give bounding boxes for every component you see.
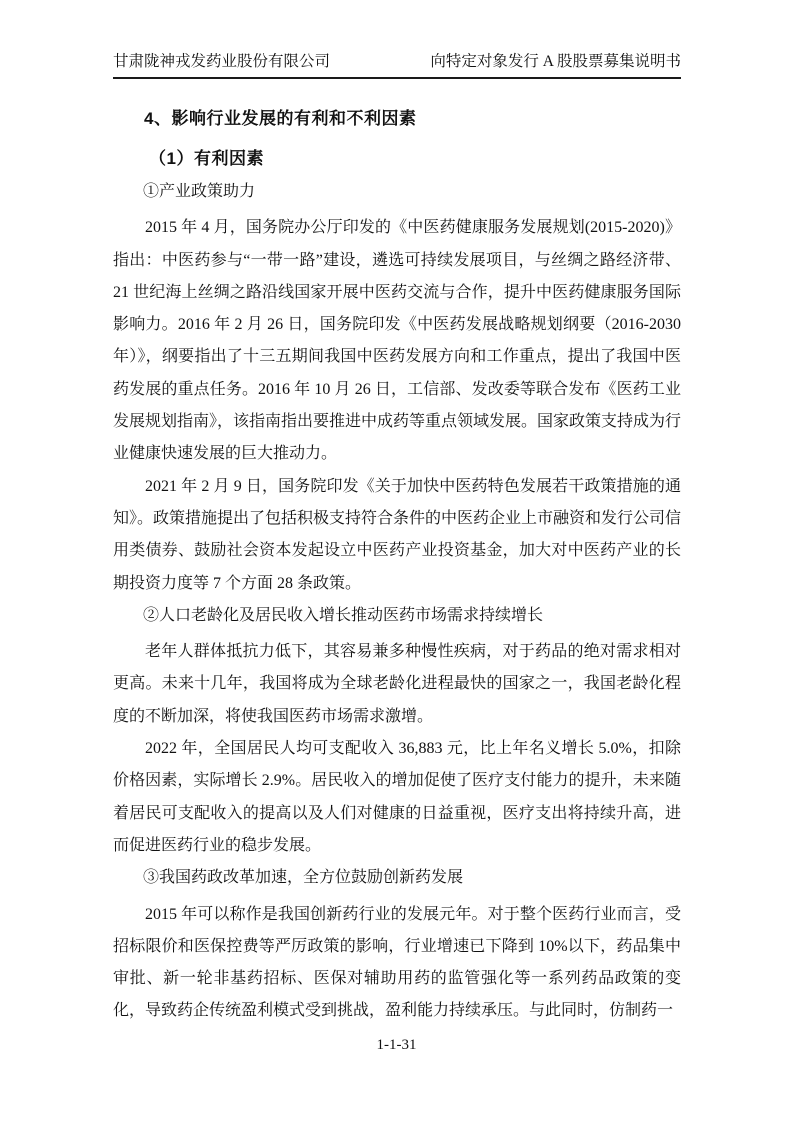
page-number: 1-1-31 xyxy=(376,1037,417,1053)
header-company-name: 甘肃陇神戎发药业股份有限公司 xyxy=(113,53,331,70)
item-heading-drug-reform: ③我国药政改革加速，全方位鼓励创新药发展 xyxy=(143,869,464,887)
paragraph-innovation-2015: 2015 年可以称作是我国创新药行业的发展元年。对于整个医药行业而言，受招标限价和医保控费等严厉政策的影响，行业增速已下降到 10%以下，药品集中审批、新一轮非基药招标、医保对辅助用药的监管强化等一系列药品政策的变化，导致药企传统盈利模式受到挑战，盈利能力持续承压。与此同时，仿制药一 xyxy=(113,905,681,1020)
page-header xyxy=(113,52,681,79)
paragraph-policy-2021: 2021 年 2 月 9 日，国务院印发《关于加快中医药特色发展若干政策措施的通知》。政策措施提出了包括积极支持符合条件的中医药企业上市融资和发行公司信用类债券、鼓励社会资本发起设立中医药产业投资基金，加大对中医药产业的长期投资力度等 7 个方面 28 条政策。 xyxy=(113,477,682,592)
page-footer xyxy=(0,1036,793,1055)
paragraph-aging: 老年人群体抵抗力低下，其容易兼多种慢性疾病，对于药品的绝对需求相对更高。未来十几年，我国将成为全球老龄化进程最快的国家之一，我国老龄化程度的不断加深，将使我国医药市场需求激增。 xyxy=(113,643,681,725)
header-doc-title: 向特定对象发行 A 股股票募集说明书 xyxy=(430,53,681,70)
page-content xyxy=(113,106,681,1028)
paragraph-policy-2015: 2015 年 4 月，国务院办公厅印发的《中医药健康服务发展规划(2015-2020)》指出：中医药参与“一带一路”建设，遴选可持续发展项目，与丝绸之路经济带、21 世纪海上丝绸之路沿线国家开展中医药交流与合作，提升中医药健康服务国际影响力。2016 年 2 月 26 日，国务院印发《中医药发展战略规划纲要（2016-2030 年）》，纲要指出了十三五期间我国中医药发展方向和工作重点，提出了我国中医药发展的重点任务。2016 年 10 月 26 日，工信部、发改委等联合发布《医药工业发展规划指南》，该指南指出要推进中成药等重点领域发展。国家政策支持成为行业健康快速发展的巨大推动力。 xyxy=(113,219,682,463)
section-title: 4、影响行业发展的有利和不利因素 xyxy=(144,109,417,128)
item-heading-aging-population: ②人口老龄化及居民收入增长推动医药市场需求持续增长 xyxy=(143,606,544,624)
subsection-title: （1）有利因素 xyxy=(149,149,264,168)
item-heading-industrial-policy: ①产业政策助力 xyxy=(143,183,256,200)
paragraph-income-2022: 2022 年，全国居民人均可支配收入 36,883 元，比上年名义增长 5.0%，扣除价格因素，实际增长 2.9%。居民收入的增加促使了医疗支付能力的提升，未来随着居民可支配收入的提高以及人们对健康的日益重视，医疗支出将持续升高，进而促进医药行业的稳步发展。 xyxy=(113,740,681,854)
